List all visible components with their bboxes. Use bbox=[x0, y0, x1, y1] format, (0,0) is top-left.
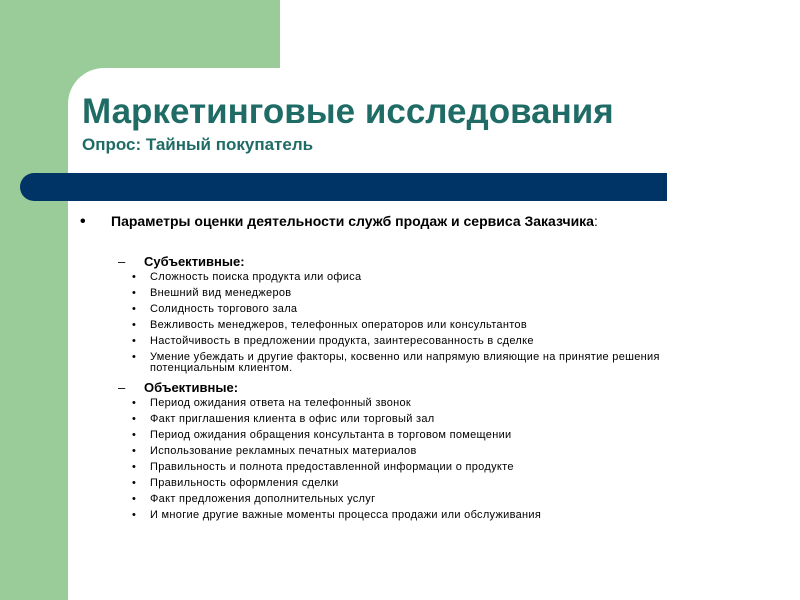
list-item: • Правильность оформления сделки bbox=[132, 477, 339, 489]
bullet-icon: • bbox=[132, 413, 136, 425]
section-heading bbox=[118, 253, 780, 270]
list-item: • Сложность поиска продукта или офиса bbox=[132, 271, 362, 283]
list-item: • Факт предложения дополнительных услуг bbox=[132, 493, 376, 505]
bullet-icon: • bbox=[80, 213, 86, 230]
section-heading-text: Субъективные: bbox=[144, 254, 245, 269]
section-heading bbox=[118, 379, 780, 396]
list-item: • Факт приглашения клиента в офис или торговый зал bbox=[132, 413, 435, 425]
bullet-icon: • bbox=[132, 429, 136, 441]
list-item: • И многие другие важные моменты процесса продажи или обслуживания bbox=[132, 509, 542, 521]
list-item: • Умение убеждать и другие факторы, косвенно или напрямую влияющие на принятие решения потенциальным клиентом. bbox=[132, 351, 660, 374]
bullet-icon: • bbox=[132, 493, 136, 505]
bullet-icon: • bbox=[132, 397, 136, 409]
slide-title: Маркетинговые исследования bbox=[82, 92, 614, 131]
bullet-icon: • bbox=[132, 335, 136, 347]
bullet-icon: • bbox=[132, 509, 136, 521]
navy-divider-bar bbox=[20, 173, 667, 201]
bullet-icon: • bbox=[132, 271, 136, 283]
subjective-list bbox=[132, 272, 780, 374]
bullet-icon: • bbox=[132, 477, 136, 489]
main-point-text: Параметры оценки деятельности служб продаж и сервиса Заказчика: bbox=[111, 213, 598, 229]
slide-content bbox=[80, 210, 780, 526]
list-item: • Правильность и полнота предоставленной информации о продукте bbox=[132, 461, 514, 473]
list-item: • Настойчивость в предложении продукта, заинтересованность в сделке bbox=[132, 335, 534, 347]
list-item: • Использование рекламных печатных материалов bbox=[132, 445, 417, 457]
list-item: • Внешний вид менеджеров bbox=[132, 287, 292, 299]
section-objective bbox=[118, 379, 780, 521]
bullet-icon: • bbox=[132, 287, 136, 299]
slide-subtitle: Опрос: Тайный покупатель bbox=[82, 135, 314, 154]
bullet-icon: • bbox=[132, 303, 136, 315]
green-left-strip bbox=[0, 0, 68, 600]
bullet-icon: • bbox=[132, 351, 136, 363]
dash-icon: – bbox=[118, 254, 126, 269]
list-item: • Вежливость менеджеров, телефонных операторов или консультантов bbox=[132, 319, 527, 331]
section-subjective bbox=[118, 253, 780, 374]
bullet-icon: • bbox=[132, 319, 136, 331]
main-bullet-point bbox=[80, 210, 780, 233]
objective-list bbox=[132, 398, 780, 521]
bullet-icon: • bbox=[132, 461, 136, 473]
list-item: • Период ожидания ответа на телефонный звонок bbox=[132, 397, 412, 409]
list-item: • Период ожидания обращения консультанта в торговом помещении bbox=[132, 429, 512, 441]
section-heading-text: Объективные: bbox=[144, 380, 239, 395]
bullet-icon: • bbox=[132, 445, 136, 457]
list-item: • Солидность торгового зала bbox=[132, 303, 298, 315]
dash-icon: – bbox=[118, 380, 126, 395]
